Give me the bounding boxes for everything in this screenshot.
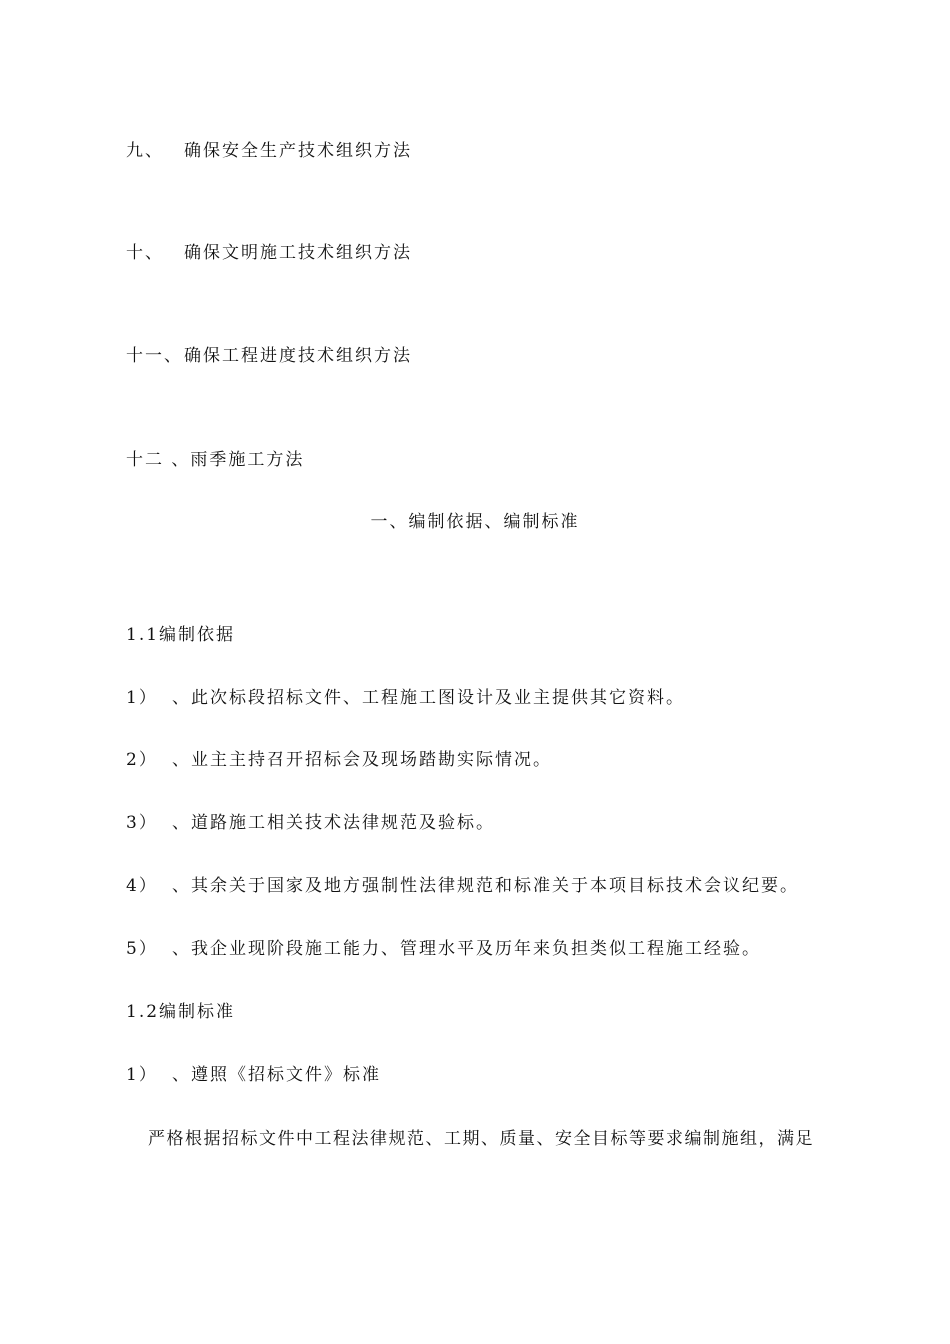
toc-number: 十一、 [126,346,183,366]
list-item [126,687,685,709]
body-paragraph: 严格根据招标文件中工程法律规范、工期、质量、安全目标等要求编制施组，满足 [148,1129,814,1149]
list-text: 、其余关于国家及地方强制性法律规范和标准关于本项目标技术会议纪要。 [172,876,799,896]
list-text: 、遵照《招标文件》标准 [172,1065,381,1085]
subsection-heading-1-2: 1.2编制标准 [126,1002,236,1022]
list-number: 5） [126,939,158,959]
list-number: 1） [126,688,158,708]
section-title: 一、编制依据、编制标准 [370,512,580,532]
list-item [126,812,495,834]
toc-item-10 [126,242,412,264]
toc-number: 九、 [126,141,164,161]
list-text: 、业主主持召开招标会及现场踏勘实际情况。 [172,750,552,770]
toc-number: 十、 [126,243,164,263]
list-item [126,1064,381,1086]
list-text: 、我企业现阶段施工能力、管理水平及历年来负担类似工程施工经验。 [172,939,761,959]
list-number: 2） [126,750,158,770]
list-number: 4） [126,876,158,896]
list-number: 1） [126,1065,158,1085]
toc-text: 确保工程进度技术组织方法 [184,346,412,366]
toc-item-11 [126,345,412,367]
list-number: 3） [126,813,158,833]
list-text: 、道路施工相关技术法律规范及验标。 [172,813,495,833]
toc-text: 雨季施工方法 [190,450,305,470]
list-text: 、此次标段招标文件、工程施工图设计及业主提供其它资料。 [172,688,685,708]
toc-number: 十二 、 [126,450,191,470]
toc-item-12 [126,449,304,471]
list-item [126,875,799,897]
list-item [126,938,761,960]
subsection-heading-1-1: 1.1编制依据 [126,625,236,645]
list-item [126,749,552,771]
toc-item-9 [126,140,412,162]
toc-text: 确保文明施工技术组织方法 [184,243,412,263]
toc-text: 确保安全生产技术组织方法 [184,141,412,161]
